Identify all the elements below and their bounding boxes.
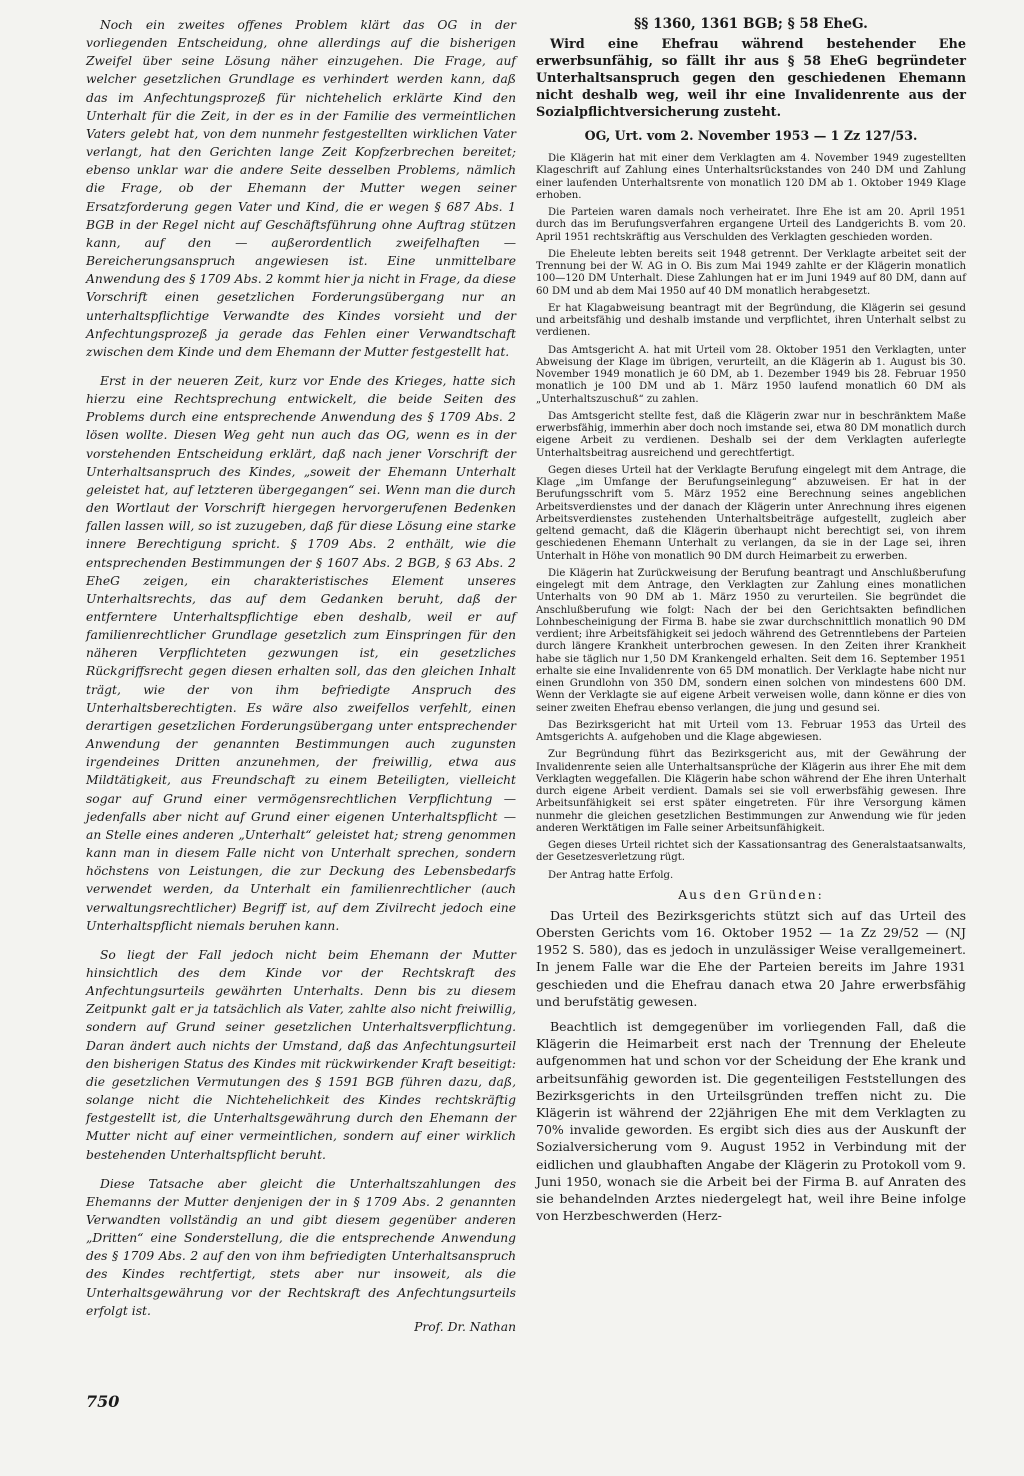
facts-paragraph-3: Die Eheleute lebten bereits seit 1948 getrennt. Der Verklagte arbeitet seit der Trennung bei der W. AG in O. Bis zum Mai 1949 zahlte er der Klägerin monatlich 100—120 DM Unterhalt. Diese Zahlungen hat er im Juni 1949 auf 80 DM, dann auf 60 DM und ab dem Mai 1950 auf 40 DM monatlich herabgesetzt.	[536, 248, 966, 297]
commentary-paragraph-3: So liegt der Fall jedoch nicht beim Ehemann der Mutter hinsichtlich des dem Kinde vor der Rechtskraft des Anfechtungsurteils gewährten Unterhalts. Denn bis zu diesem Zeitpunkt galt er ja tatsächlich als Vater, zahlte also nicht freiwillig, sondern auf Grund seiner gesetzlichen Unterhaltsverpflichtung. Daran ändert auch nichts der Umstand, daß das Anfechtungsurteil den bisherigen Status des Kindes mit rückwirkender Kraft beseitigt: die gesetzlichen Vermutungen des § 1591 BGB führen dazu, daß, solange nicht die Nichtehelichkeit des Kindes rechtskräftig festgestellt ist, die Unterhaltsgewährung durch den Ehemann der Mutter nicht auf einer vermeintlichen, sondern auf einer wirklich bestehenden Unterhaltspflicht beruht.	[86, 947, 516, 1162]
facts-paragraph-4: Er hat Klagabweisung beantragt mit der Begründung, die Klägerin sei gesund und arbeitsfähig und deshalb imstande und verpflichtet, ihren Unterhalt selbst zu verdienen.	[536, 302, 966, 339]
commentary-paragraph-4	[86, 1175, 516, 1336]
facts-paragraph-10: Zur Begründung führt das Bezirksgericht aus, mit der Gewährung der Invalidenrente seien alle Unterhaltsansprüche der Klägerin aus ihrer Ehe mit dem Verklagten weggefallen. Die Klägerin habe schon während der Ehe ihren Unterhalt durch eigene Arbeit verdient. Damals sei sie voll erwerbsfähig gewesen. Ihre Arbeitsunfähigkeit sei erst später eingetreten. Für ihre Versorgung kämen nunmehr die gleichen gesetzlichen Bestimmungen zur Anwendung wie für jeden anderen Werktätigen im Falle seiner Arbeitsunfähigkeit.	[536, 749, 966, 834]
court-citation: OG, Urt. vom 2. November 1953 — 1 Zz 127/53.	[584, 128, 918, 143]
facts-paragraph-6: Das Amtsgericht stellte fest, daß die Klägerin zwar nur in beschränktem Maße erwerbsfähig, immerhin aber doch noch imstande sei, etwa 80 DM monatlich durch eigene Arbeit zu verdienen. Deshalb sei der dem Verklagten auferlegte Unterhaltsbeitrag ausreichend und gerechtfertigt.	[536, 410, 966, 459]
page-number: 750	[86, 1392, 120, 1411]
commentary-paragraph-4-text: Diese Tatsache aber gleicht die Unterhaltszahlungen des Ehemanns der Mutter denjenigen der in § 1709 Abs. 2 genannten Verwandten vollständig an und gibt diesem gegenüber anderen „Dritten“ eine Sonderstellung, die die entsprechende Anwendung des § 1709 Abs. 2 auf den von ihm befriedigten Unterhaltsanspruch des Kindes rechtfertigt, stets aber nur insoweit, als die Unterhaltsgewährung vor der Rechtskraft des Anfechtungsurteils erfolgt ist.	[86, 1176, 516, 1318]
reasons-paragraph-1: Das Urteil des Bezirksgerichts stützt sich auf das Urteil des Obersten Gerichts vom 16. Oktober 1952 — 1a Zz 29/52 — (NJ 1952 S. 580), das es jedoch in unzulässiger Weise verallgemeinert. In jenem Falle war die Ehe der Parteien bereits im Jahre 1931 geschieden und die Ehefrau danach etwa 20 Jahre erwerbsfähig und berufstätig gewesen.	[536, 907, 966, 1009]
commentary-paragraph-1: Noch ein zweites offenes Problem klärt das OG in der vorliegenden Entscheidung, ohne allerdings auf die bisherigen Zweifel über seine Lösung näher einzugehen. Die Frage, auf welcher gesetzlichen Grundlage es verhindert werden kann, daß das im Anfechtungsprozeß für nichtehelich erklärte Kind den Unterhalt für die Zeit, in der es in der Familie des vermeintlichen Vaters gelebt hat, von dem nunmehr festgestellten wirklichen Vater verlangt, hat den Gerichten lange Zeit Kopfzerbrechen bereitet; ebenso unklar war die andere Seite desselben Problems, nämlich die Frage, ob der Ehemann der Mutter wegen seiner Ersatzforderung gegen Vater und Kind, die er wegen § 687 Abs. 1 BGB in der Regel nicht auf Geschäftsführung ohne Auftrag stützen kann, auf den — außerordentlich zweifelhaften — Bereicherungsanspruch angewiesen ist. Eine unmittelbare Anwendung des § 1709 Abs. 2 kommt hier ja nicht in Frage, da diese Vorschrift einen gesetzlichen Forderungsübergang nur an unterhaltspflichtige Verwandte des Kindes vorsieht und der Anfechtungsprozeß ja gerade das Fehlen einer Verwandtschaft zwischen dem Kinde und dem Ehemann der Mutter festgestellt hat.	[86, 18, 517, 359]
facts-paragraph-12: Der Antrag hatte Erfolg.	[548, 869, 674, 881]
left-column	[86, 16, 516, 1347]
facts-paragraph-11: Gegen dieses Urteil richtet sich der Kassationsantrag des Generalstaatsanwalts, der Gesetzesverletzung rügt.	[536, 840, 966, 864]
author-signature: Prof. Dr. Nathan	[414, 1319, 516, 1334]
statute-heading: §§ 1360, 1361 BGB; § 58 EheG.	[634, 16, 868, 32]
facts-paragraph-7: Gegen dieses Urteil hat der Verklagte Berufung eingelegt mit dem Antrage, die Klage „im Umfange der Berufungseinlegung“ abzuweisen. Er hat in der Berufungsschrift vom 5. März 1952 eine Berechnung seines angeblichen Arbeitsverdienstes und der danach der Klägerin unter Anrechnung ihres eigenen Arbeitsverdienstes zustehenden Unterhaltsbeiträge aufgestellt, zugleich aber geltend gemacht, daß die Klägerin überhaupt nicht berechtigt sei, von ihrem geschiedenen Ehemann Unterhalt zu verlangen, da sie in der Lage sei, ihren Unterhalt in Höhe von monatlich 90 DM durch Heimarbeit zu erwerben.	[536, 464, 966, 562]
facts-paragraph-9: Das Bezirksgericht hat mit Urteil vom 13. Februar 1953 das Urteil des Amtsgerichts A. aufgehoben und die Klage abgewiesen.	[536, 719, 966, 743]
facts-paragraph-2: Die Parteien waren damals noch verheiratet. Ihre Ehe ist am 20. April 1951 durch das im Berufungsverfahren ergangene Urteil des Landgerichts B. vom 20. April 1951 rechtskräftig aus Verschulden des Verklagten geschieden worden.	[536, 207, 966, 243]
facts-paragraph-8: Die Klägerin hat Zurückweisung der Berufung beantragt und Anschlußberufung eingelegt mit dem Antrage, den Verklagten zur Zahlung eines monatlichen Unterhalts von 90 DM ab 1. März 1950 zu verurteilen. Sie begründet die Anschlußberufung wie folgt: Nach der bei den Gerichtsakten befindlichen Lohnbescheinigung der Firma B. habe sie zwar durchschnittlich monatlich 90 DM verdient; ihre Arbeitsfähigkeit sei jedoch während des Getrenntlebens der Parteien durch längere Krankheit unterbrochen gewesen. In den Zeiten ihrer Krankheit habe sie täglich nur 1,50 DM Krankengeld erhalten. Seit dem 16. September 1951 erhalte sie eine Invalidenrente von 65 DM monatlich. Der Verklagte habe nicht nur einen Grundlohn von 350 DM, sondern einen solchen von mindestens 600 DM. Wenn der Verklagte sie auf eigene Arbeit verweisen wolle, dann könne er dies von seiner zweiten Ehefrau ebenso verlangen, die jung und gesund sei.	[536, 567, 966, 714]
facts-section	[536, 153, 966, 882]
reasons-paragraph-2: Beachtlich ist demgegenüber im vorliegenden Fall, daß die Klägerin die Heimarbeit erst nach der Trennung der Eheleute aufgenommen hat und schon vor der Scheidung der Ehe krank und arbeitsunfähig geworden ist. Die gegenteiligen Feststellungen des Bezirksgerichts in den Urteilsgründen treffen nicht zu. Die Klägerin ist während der 22jährigen Ehe mit dem Verklagten zu 70% invalide geworden. Es ergibt sich dies aus der Auskunft der Sozialversicherung vom 9. August 1952 in Verbindung mit der eidlichen und glaubhaften Angabe der Klägerin zu Protokoll vom 9. Juni 1950, wonach sie die Arbeit bei der Firma B. auf Anraten des sie behandelnden Arztes niedergelegt hat, weil ihre Beine infolge von Herzbeschwerden (Herz-	[536, 1018, 966, 1224]
right-column	[536, 16, 966, 1232]
reasons-section	[536, 907, 966, 1225]
reasons-heading: Aus den Gründen:	[678, 886, 824, 902]
facts-paragraph-5: Das Amtsgericht A. hat mit Urteil vom 28. Oktober 1951 den Verklagten, unter Abweisung der Klage im übrigen, verurteilt, an die Klägerin ab 1. August bis 30. November 1949 monatlich je 60 DM, ab 1. Dezember 1949 bis 28. Februar 1950 monatlich je 100 DM und ab 1. März 1950 laufend monatlich 60 DM als „Unterhaltszuschuß“ zu zahlen.	[536, 344, 966, 405]
commentary-paragraph-2: Erst in der neueren Zeit, kurz vor Ende des Krieges, hatte sich hierzu eine Rechtsprechung entwickelt, die beide Seiten des Problems durch eine entsprechende Anwendung des § 1709 Abs. 2 lösen wollte. Diesen Weg geht nun auch das OG, wenn es in der vorstehenden Entscheidung erklärt, daß nach jener Vorschrift der Unterhaltsanspruch des Kindes, „soweit der Ehemann Unterhalt geleistet hat, auf letzteren übergegangen“ sei. Wenn man die durch den Wortlaut der Vorschrift hiergegen hervorgerufenen Bedenken fallen lassen will, so ist zuzugeben, daß für diese Lösung eine starke innere Berechtigung spricht. § 1709 Abs. 2 enthält, wie die entsprechenden Bestimmungen der § 1607 Abs. 2 BGB, § 63 Abs. 2 EheG zeigen, ein charakteristisches Element unseres Unterhaltsrechts, das auf dem Gedanken beruht, daß der entferntere Unterhaltspflichtige eben deshalb, weil er auf familienrechtlicher Grundlage gesetzlich zum Einspringen für den näheren Verpflichteten gezwungen ist, ein gesetzliches Rückgriffsrecht gegen diesen erhalten soll, das den gleichen Inhalt trägt, wie der von ihm befriedigte Anspruch des Unterhaltsberechtigten. Es wäre also zweifellos verfehlt, einen derartigen gesetzlichen Forderungsübergang unter entsprechender Anwendung der genannten Bestimmungen auch zugunsten irgendeines Dritten anzunehmen, der freiwillig, etwa aus Mildtätigkeit, aus Freundschaft zu einem Beteiligten, vielleicht sogar auf Grund einer vermögensrechtlichen Verpflichtung — jedenfalls aber nicht auf Grund einer eigenen Unterhaltspflicht — an Stelle eines anderen „Unterhalt“ geleistet hat; streng genommen kann man in diesem Falle nicht von Unterhalt sprechen, sondern höchstens von Leistungen, die zur Deckung des Lebensbedarfs verwendet werden, da Unterhalt ein familienrechtlicher (auch verwaltungsrechtlicher) Begriff ist, auf dem Zivilrecht jedoch eine Unterhaltspflicht niemals beruhen kann.	[86, 373, 516, 933]
facts-paragraph-1: Die Klägerin hat mit einer dem Verklagten am 4. November 1949 zugestellten Klageschrift auf Zahlung eines Unterhaltsrückstandes von 240 DM und Zahlung einer laufenden Unterhaltsrente von monatlich 120 DM ab 1. Oktober 1949 Klage erhoben.	[536, 153, 966, 201]
guideline-text: Wird eine Ehefrau während bestehender Ehe erwerbsunfähig, so fällt ihr aus § 58 EheG begründeter Unterhaltsanspruch gegen den geschiedenen Ehemann nicht deshalb weg, weil ihr eine Invalidenrente aus der Sozialpflichtversicherung zusteht.	[536, 37, 966, 120]
